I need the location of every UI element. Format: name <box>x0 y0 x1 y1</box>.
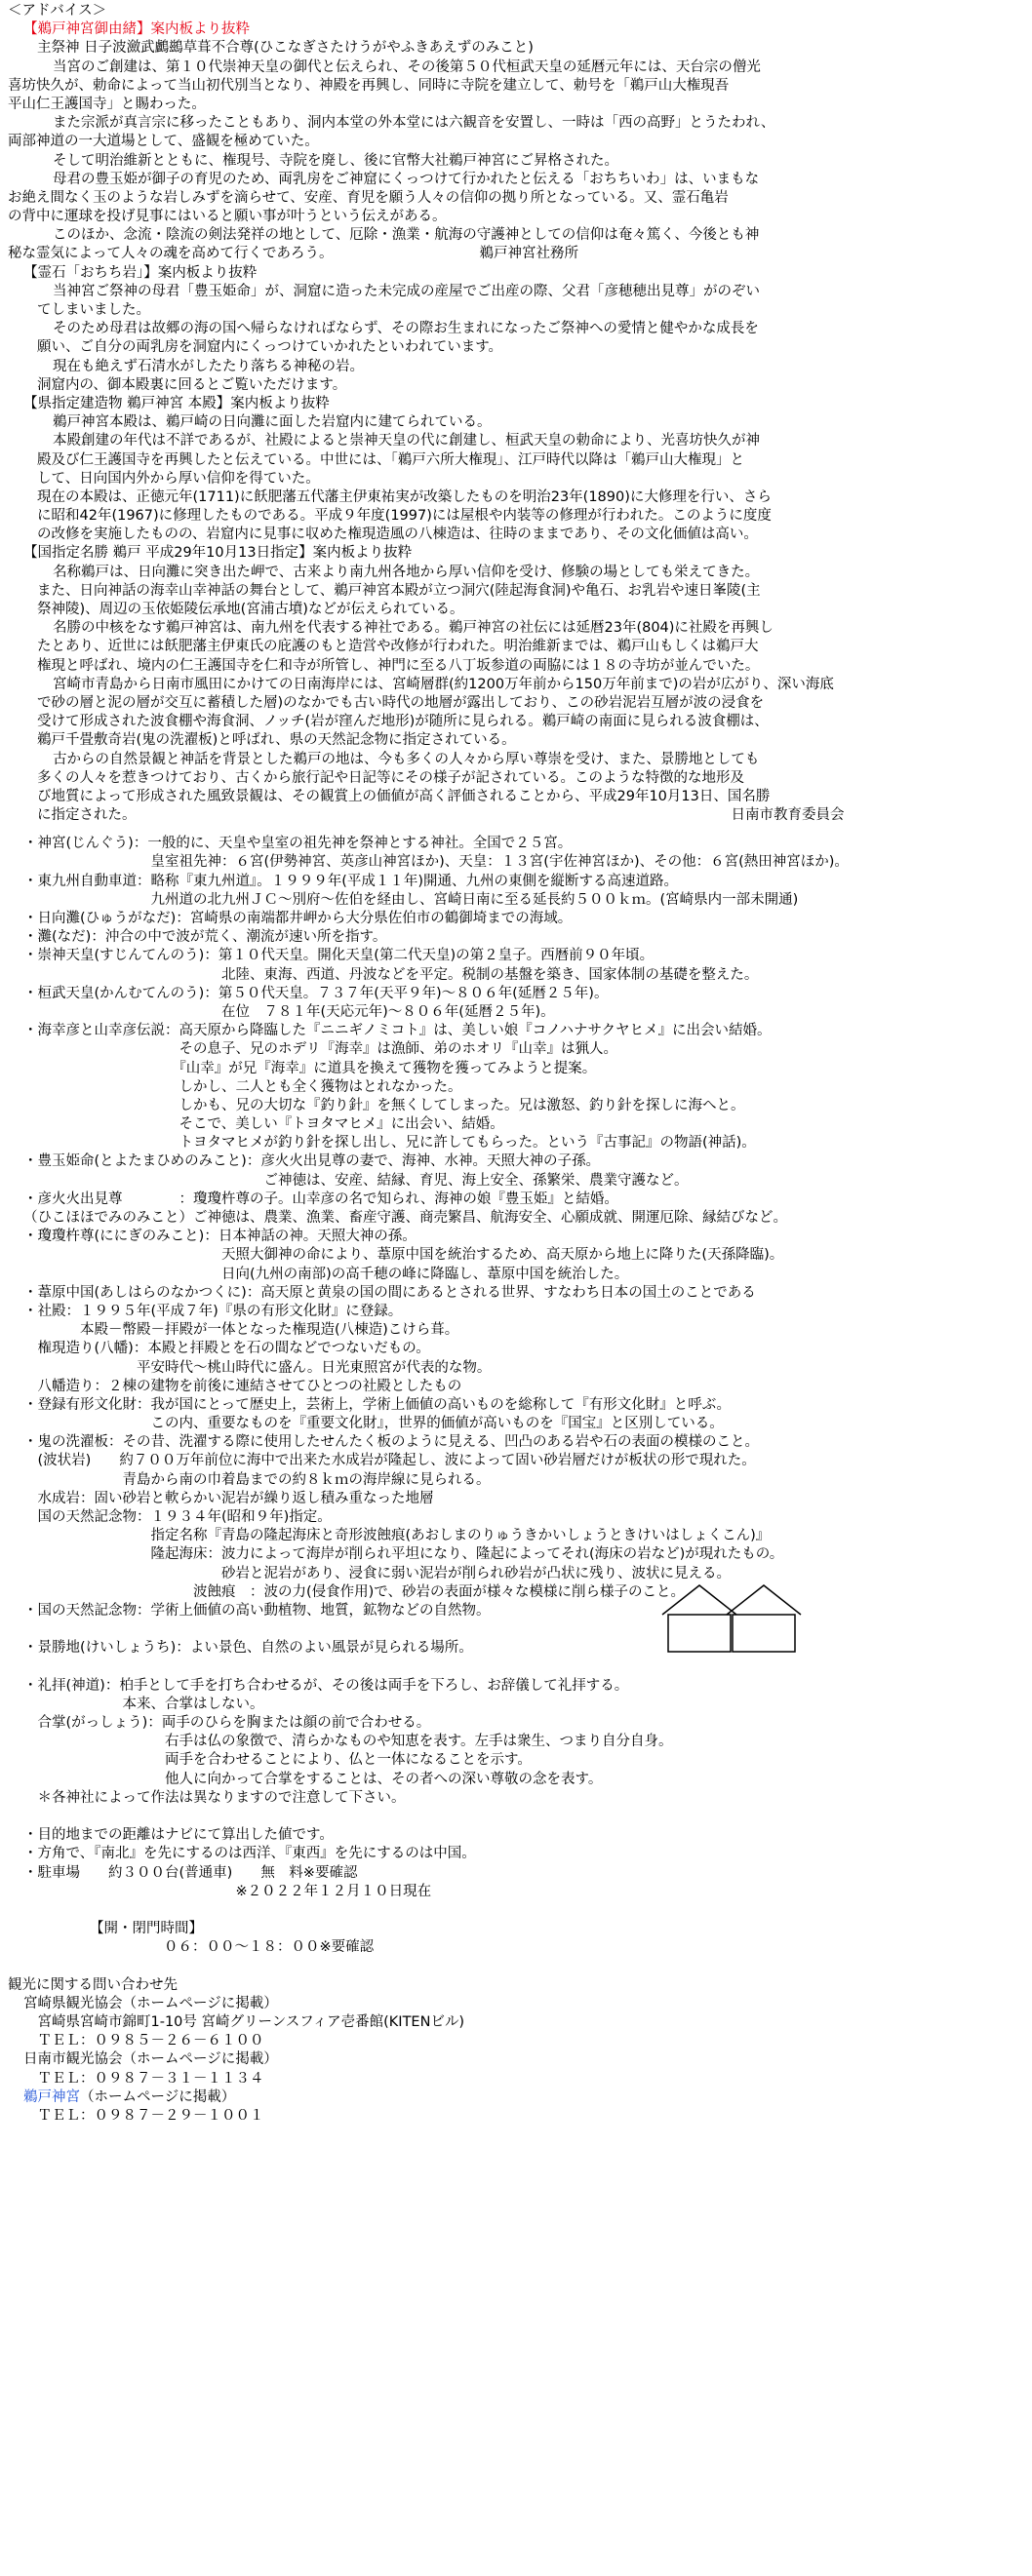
glossary-line: そこで、美しい『トヨタマヒメ』に出会い、結婚。 <box>23 1116 504 1133</box>
scenic-definition: ・景勝地(けいしょうち)：よい景色、自然のよい風景が見られる場所。 <box>23 1640 473 1657</box>
glossary-line: （ひこほほでみのみこと）ご神徳は、農業、漁業、畜産守護、商売繁昌、航海安全、心願成就、開運厄除、縁結びなど。 <box>23 1210 787 1226</box>
glossary-line: (波状岩) 約７００万年前位に海中で出来た水成岩が隆起し、波によって固い砂岩層だけが板状の形で現れた。 <box>23 1453 756 1469</box>
origin-title-highlight: 【鵜戸神宮御由緒】案内板より抜粋 <box>23 21 250 38</box>
origin-p3-line: お絶え間なく玉のような岩しみずを滴らせて、安産、育児を願う人々の信仰の拠り所となっている。又、霊石亀岩 <box>8 189 729 206</box>
shrine-homepage-note: （ホームページに掲載） <box>80 2088 236 2105</box>
main-hall-line: の改修を実施したものの、岩窟内に見事に収めた権現造風の八棟造は、往時のままであり、その文化価値は高い。 <box>37 527 758 543</box>
main-hall-line: 本殿創建の年代は不詳であるが、社殿によると崇神天皇の代に創建し、桓武天皇の勅命により、光喜坊快久が神 <box>53 433 760 449</box>
scenic-spot-line: また、日向神話の海幸山幸神話の舞台として、鵜戸神宮本殿が立つ洞穴(陸起海食洞)や亀石、お乳岩や速日峯陵(主 <box>37 582 761 599</box>
origin-p1-line: 喜坊快久が、勅命によって当山初代別当となり、神殿を再興し、同時に寺院を建立して、勅号を「鵜戸山大権現吾 <box>8 77 730 94</box>
glossary-line: ・日向灘(ひゅうがなだ)：宮崎県の南端都井岬から大分県佐伯市の鶴御埼までの海域。 <box>23 911 573 926</box>
glossary-line: 隆起海床：波力によって海岸が削られ平坦になり、隆起によってそれ(海床の岩など)が現れたもの。 <box>23 1546 784 1563</box>
glossary-line: ・豊玉姫命(とよたまひめのみこと)：彦火火出見尊の妻で、海神、水神。天照大神の子孫。 <box>23 1153 601 1170</box>
origin-p2-line: 両部神道の一大道場として、盛観を極めていた。 <box>8 134 319 150</box>
ochichi-line: そのため母君は故郷の海の国へ帰らなければならず、その際お生まれになったご祭神への愛情と健やかな成長を <box>53 321 759 337</box>
shrine-building-illustration <box>658 1580 805 1658</box>
origin-p4-line: このほか、念流・陰流の剣法発祥の地として、厄除・漁業・航海の守護神としての信仰は奄々篤く、今後とも神 <box>53 227 760 244</box>
ochichi-line: 願い、ご自分の両乳房を洞窟内にくっつけていかれたといわれています。 <box>37 339 503 356</box>
glossary-line: トヨタマヒメが釣り針を探し出し、兄に許してもらった。という『古事記』の物語(神話)。 <box>23 1135 756 1151</box>
scenic-spot-signature: 日南市教育委員会 <box>731 807 845 824</box>
glossary-line: ・崇神天皇(すじんてんのう)：第１０代天皇。開化天皇(第二代天皇)の第２皇子。西暦前９０年頃。 <box>23 948 655 964</box>
scenic-spot-line: 鵜戸千畳敷奇岩(鬼の洗濯板)と呼ばれ、県の天然記念物に指定されている。 <box>37 732 516 749</box>
spacer <box>8 1958 1012 1976</box>
glossary-line: 権現造り(八幡)：本殿と拝殿とを石の間などでつないだもの。 <box>23 1341 430 1357</box>
glossary-line: 本殿－幣殿－拝殿が一体となった権現造(八棟造)こけら葺。 <box>23 1322 459 1339</box>
scenic-spot-line: 名称鵜戸は、日向灘に突き出た岬で、古来より南九州各地から厚い信仰を受け、修験の場としても栄えてきた。 <box>53 564 760 580</box>
main-hall-line: 現在の本殿は、正徳元年(1711)に飫肥藩五代藩主伊東祐実が改築したものを明治23年(1890)に大修理を行い、さら <box>37 488 772 505</box>
glossary-line: ・桓武天皇(かんむてんのう)：第５０代天皇。７３７年(天平９年)～８０６年(延暦２５年)。 <box>23 985 609 1001</box>
glossary-line: ・登録有形文化財：我が国にとって歴史上，芸術上，学術上価値の高いものを総称して『有形文化財』と呼ぶ。 <box>23 1396 731 1413</box>
glossary-line: ・彦火火出見尊 ：瓊瓊杵尊の子。山幸彦の名で知られ、海神の娘『豊玉姫』と結婚。 <box>23 1190 618 1207</box>
contact-line: ＴＥＬ：０９８７－３１－１１３４ <box>23 2070 264 2087</box>
travel-line: ・方角で、『南北』を先にするのは西洋、『東西』を先にするのは中国。 <box>23 1846 476 1862</box>
origin-p1-line: 平山仁王護国寺」と賜わった。 <box>8 96 206 112</box>
shrine-link[interactable]: 鵜戸神宮 <box>23 2088 80 2105</box>
scenic-spot-line: 名勝の中核をなす鵜戸神宮は、南九州を代表する神社である。鵜戸神宮の社伝には延暦23年(804)に社殿を再興し <box>53 620 774 637</box>
glossary-line: 波蝕痕 ：波の力(侵食作用)で、砂岩の表面が様々な模様に削ら様子のこと。 <box>23 1583 686 1600</box>
hall-right <box>733 1615 795 1652</box>
scenic-spot-line: び地質によって形成された風致景観は、その観賞上の価値が高く評価されることから、平成29年10月13日、国名勝 <box>37 788 771 804</box>
travel-line: ・目的地までの距離はナビにて算出した値です。 <box>23 1827 334 1844</box>
spacer <box>8 1901 1012 1920</box>
contact-line: ＴＥＬ：０９８５－２６－６１００ <box>23 2033 264 2049</box>
glossary-line: ・神宮(じんぐう)：一般的に、天皇や皇室の祖先神を祭神とする神社。全国で２５宮。 <box>23 836 573 852</box>
glossary-line: 在位 ７８１年(天応元年)～８０６年(延暦２５年)。 <box>23 1003 555 1020</box>
main-hall-line: して、日向国内外から厚い信仰を得ていた。 <box>37 470 320 487</box>
origin-p2-line: また宗派が真言宗に移ったこともあり、洞内本堂の外本堂には六観音を安置し、一時は「西の高野」とうたわれ、 <box>53 115 775 132</box>
origin-p4-line <box>8 245 1012 263</box>
glossary-line: 天照大御神の命により、葦原中国を統治するため、高天原から地上に降りた(天孫降臨)。 <box>23 1247 784 1264</box>
travel-line: ・駐車場 約３００台(普通車) 無 料※要確認 <box>23 1864 358 1881</box>
glossary-line: 指定名称『青島の隆起海床と奇形波蝕痕(あおしまのりゅうきかいしょうときけいはしょくこん)』 <box>23 1528 771 1544</box>
scenic-spot-line: 受けて形成された波食棚や海食洞、ノッチ(岩が窪んだ地形)が随所に見られる。鵜戸崎の南面に見られる波食棚は、 <box>37 714 769 730</box>
main-deity-line: 主祭神 日子波瀲武鸕鷀草葺不合尊(ひこなぎさたけうがやふきあえずのみこと) <box>37 40 534 57</box>
glossary-line: ・海幸彦と山幸彦伝説：高天原から降臨した『ニニギノミコト』は、美しい娘『コノハナサクヤヒメ』に出会い結婚。 <box>23 1023 772 1039</box>
origin-p3-line: 母君の豊玉姫が御子の育児のため、両乳房をご神窟にくっつけて行かれたと伝える「おちちいわ」は、いまもな <box>53 171 760 187</box>
glossary-line: 青島から南の巾着島までの約８ｋｍの海岸線に見られる。 <box>23 1471 491 1488</box>
origin-p4-text: 秘な霊気によって人々の魂を高めて行くであろう。 <box>8 246 334 262</box>
glossary-line: ・葦原中国(あしはらのなかつくに)：高天原と黄泉の国の間にあるとされる世界、すなわち日本の国土のことである <box>23 1284 756 1301</box>
travel-line: ※２０２２年１２月１０日現在 <box>23 1883 432 1899</box>
glossary-line: 平安時代～桃山時代に盛ん。日光東照宮が代表的な物。 <box>23 1359 492 1376</box>
glossary-line: その息子、兄のホデリ『海幸』は漁師、弟のホオリ『山幸』は猟人。 <box>23 1041 617 1058</box>
ochichi-line: てしまいました。 <box>37 302 150 318</box>
contact-header: 観光に関する問い合わせ先 <box>8 1976 178 1993</box>
glossary-line: ・東九州自動車道：略称『東九州道』。１９９９年(平成１１年)開通、九州の東側を縦断する高速道路。 <box>23 873 679 889</box>
section-title-scenic-spot: 【国指定名勝 鵜戸 平成29年10月13日指定】案内板より抜粋 <box>23 545 413 562</box>
glossary <box>8 835 1012 1620</box>
contact-line: 宮崎県宮崎市錦町1-10号 宮崎グリーンスフィア壱番館(KITENビル) <box>23 2014 465 2031</box>
spacer <box>8 1808 1012 1826</box>
ochichi-line: 洞窟内の、御本殿裏に回るとご覧いただけます。 <box>37 376 347 393</box>
glossary-line: しかも、兄の大切な『釣り針』を無くしてしまった。兄は激怒、釣り針を探しに海へと。 <box>23 1097 745 1113</box>
contact-shrine-line <box>8 2088 1012 2107</box>
glossary-line: ・鬼の洗濯板：その昔、洗濯する際に使用したせんたく板のように見える、凹凸のある岩や石の表面の模様のこと。 <box>23 1434 759 1451</box>
contact-line: 宮崎県観光協会（ホームページに掲載） <box>23 1995 278 2011</box>
ochichi-line: 現在も絶えず石清水がしたたり落ちる神秘の岩。 <box>53 358 364 374</box>
glossary-line: 水成岩：固い砂岩と軟らかい泥岩が繰り返し積み重なった地層 <box>23 1490 434 1506</box>
worship-line: ＊各神社によって作法は異なりますので注意して下さい。 <box>23 1789 406 1806</box>
glossary-line: この内、重要なものを『重要文化財』，世界的価値が高いものを『国宝』と区別している。 <box>23 1416 724 1432</box>
contact-list <box>8 1995 1012 2088</box>
spacer <box>8 825 1012 835</box>
roof-right <box>727 1585 801 1615</box>
glossary-line: しかし、二人とも全く獲物はとれなかった。 <box>23 1078 462 1095</box>
scenic-spot-line: 祭神陵)、周辺の玉依姫陵伝承地(宮浦古墳)などが伝えられている。 <box>37 602 464 617</box>
advice-header: ＜アドバイス＞ <box>8 3 107 19</box>
glossary-line: ・国の天然記念物：学術上価値の高い動植物、地質，鉱物などの自然物。 <box>23 1602 491 1619</box>
origin-p1-line: 当宮のご創建は、第１０代崇神天皇の御代と伝えられ、その後第５０代桓武天皇の延暦元年には、天台宗の僧光 <box>53 59 761 75</box>
glossary-line: ・灘(なだ)：沖合の中で波が荒く、潮流が速い所を指す。 <box>23 929 387 946</box>
worship-line: 両手を合わせることにより、仏と一体になることを示す。 <box>23 1752 532 1769</box>
scenic-spot-line: で砂の層と泥の層が交互に蓄積した層)のなかでも古い時代の地層が露出しており、この砂岩泥岩互層が波の浸食を <box>37 694 765 711</box>
glossary-line: 国の天然記念物：１９３４年(昭和９年)指定。 <box>23 1509 332 1525</box>
scenic-spot-line: 権現と呼ばれ、境内の仁王護国寺を仁和寺が所管し、神門に至る八丁坂参道の両脇には１８の寺坊が並んでいた。 <box>37 657 760 674</box>
section-title-ochichi: 【霊石「おちち岩」】案内板より抜粋 <box>23 264 258 281</box>
main-hall-line: 鵜戸神宮本殿は、鵜戸崎の日向灘に面した岩窟内に建てられている。 <box>53 414 492 431</box>
worship-notes <box>8 1677 1012 1808</box>
origin-p3-line: の背中に運球を投げ見事にはいると願い事が叶うという伝えがある。 <box>8 209 447 225</box>
spacer <box>8 1659 1012 1677</box>
hall-left <box>668 1615 731 1652</box>
origin-p3-line: そして明治維新とともに、権現号、寺院を廃し、後に官幣大社鵜戸神宮にご昇格された。 <box>53 152 618 169</box>
travel-notes <box>8 1826 1012 1901</box>
glossary-line: 八幡造り：２棟の建物を前後に連結させてひとつの社殿としたもの <box>23 1378 462 1394</box>
glossary-line: 『山幸』が兄『海幸』に道具を換えて獲物を獲ってみようと提案。 <box>23 1060 597 1076</box>
worship-line: 右手は仏の象徴で、清らかなものや知恵を表す。左手は衆生、つまり自分自身。 <box>23 1734 673 1750</box>
worship-line: 他人に向かって合掌をすることは、その者への深い尊敬の念を表す。 <box>23 1771 603 1787</box>
glossary-line: ・瓊瓊杵尊(ににぎのみこと)：日本神話の神。天照大神の孫。 <box>23 1229 417 1245</box>
hours-label: 【開・閉門時間】 <box>90 1921 203 1937</box>
worship-line: 合掌(がっしょう)：両手のひらを胸または顔の前で合わせる。 <box>23 1715 431 1732</box>
scenic-spot-line: 宮崎市青島から日南市風田にかけての日南海岸には、宮崎層群(約1200万年前から150万年前まで)の岩が広がり、深い海底 <box>53 676 834 692</box>
glossary-line: ・社殿：１９９５年(平成７年)『県の有形文化財』に登録。 <box>23 1303 403 1319</box>
worship-line: ・礼拝(神道)：柏手として手を打ち合わせるが、その後は両手を下ろし、お辞儀して礼拝する。 <box>23 1677 629 1694</box>
worship-line: 本来、合掌はしない。 <box>23 1696 264 1712</box>
section-title-origin <box>8 20 1012 39</box>
section-title-main-hall: 【県指定建造物 鵜戸神宮 本殿】案内板より抜粋 <box>23 395 330 411</box>
scenic-spot-line: 多くの人々を惹きつけており、古くから旅行記や日記等にその様子が記されている。このような特徴的な地形及 <box>37 769 744 786</box>
spacer <box>8 1620 1012 1639</box>
glossary-line: 九州道の北九州ＪＣ～別府～佐伯を経由し、宮崎日南に至る延長約５００ｋｍ。(宮崎県内一部未開通) <box>23 891 799 908</box>
glossary-line: 皇室祖先神：６宮(伊勢神宮、英彦山神宮ほか)、天皇：１３宮(宇佐神宮ほか)、その他：６宮(熱田神宮ほか)。 <box>23 854 849 871</box>
glossary-line: 日向(九州の南部)の高千穂の峰に降臨し、葦原中国を統治した。 <box>23 1266 629 1282</box>
glossary-line: 北陸、東海、西道、丹波などを平定。税制の基盤を築き、国家体制の基礎を整えた。 <box>23 966 759 983</box>
scenic-spot-line: たとあり、近世には飫肥藩主伊東氏の庇護のもと造営や改修が行われた。明治維新までは、鵜戸山もしくは鵜戸大 <box>37 639 759 655</box>
glossary-line: 砂岩と泥岩があり、浸食に弱い泥岩が削られ砂岩が凸状に残り、波状に見える。 <box>23 1565 731 1581</box>
hours-value: ０６：００～１８：００※要確認 <box>164 1939 375 1956</box>
contact-shrine-tel: ＴＥＬ：０９８７－２９－１００１ <box>23 2108 264 2124</box>
origin-signature: 鵜戸神宮社務所 <box>479 246 578 262</box>
ochichi-line: 当神宮ご祭神の母君「豊玉姫命」が、洞窟に造った未完成の産屋でご出産の際、父君「彦穂穂出見尊」がのぞい <box>53 283 760 299</box>
glossary-line: ご神徳は、安産、結縁、育児、海上安全、孫繁栄、農業守護など。 <box>23 1172 689 1189</box>
contact-line: 日南市観光協会（ホームページに掲載） <box>23 2051 278 2068</box>
scenic-spot-line: 古からの自然景観と神話を背景とした鵜戸の地は、今も多くの人々から厚い尊崇を受け、また、景勝地としても <box>53 751 760 767</box>
main-hall-line: に昭和42年(1967)に修理したものである。平成９年度(1997)には屋根や内装等の修理が行われた。このように度度 <box>37 508 772 525</box>
main-hall-line: 殿及び仁王護国寺を再興したと伝えている。中世には、「鵜戸六所大権現」、江戸時代以降は「鵜戸山大権現」と <box>37 451 744 468</box>
scenic-spot-last-text: に指定された。 <box>37 807 137 824</box>
roof-left <box>662 1585 736 1615</box>
scenic-spot-line <box>8 806 1012 825</box>
